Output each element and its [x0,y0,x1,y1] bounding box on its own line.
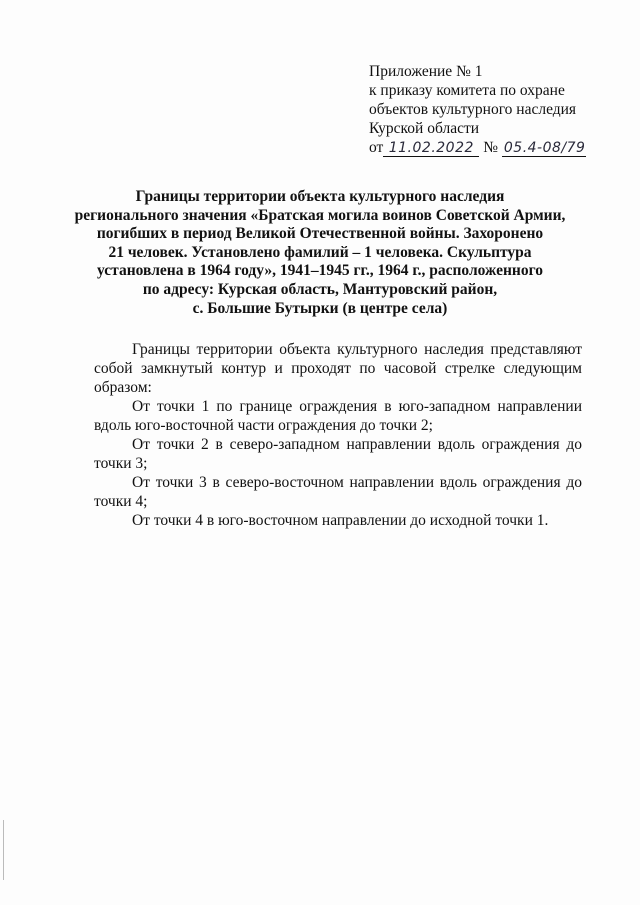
title-line: по адресу: Курская область, Мантуровский район, [142,280,498,298]
title-line: установлена в 1964 году», 1941–1945 гг., 1964 г., расположенного [97,262,543,280]
appendix-committee-line: объектов культурного наследия [369,101,577,118]
title-line: регионального значения «Братская могила воинов Советской Армии, [74,206,566,224]
document-body [94,340,582,530]
appendix-region-line: Курской области [369,120,480,137]
body-paragraph-point-3: От точки 3 в северо-восточном направлении вдоль ограждения до точки 4; [94,474,582,510]
scan-edge-mark [3,820,4,880]
from-label: от [369,139,384,156]
handwritten-date: 11.02.2022 [388,140,474,156]
title-line: с. Большие Бутырки (в центре села) [192,299,448,317]
body-paragraph-intro: Границы территории объекта культурного наследия представляют собой замкнутый контур и проходят по часовой стрелке следующим образом: [94,341,582,396]
appendix-date-number-line [369,138,619,157]
title-line: погибших в период Великой Отечественной войны. Захоронено [96,225,544,243]
handwritten-number-field [502,140,586,157]
handwritten-date-field [383,140,479,157]
handwritten-number: 05.4-08/79 [503,140,586,156]
document-title [60,188,580,318]
appendix-order-line: к приказу комитета по охране [369,82,565,99]
appendix-header [369,62,619,157]
number-label: № [483,139,498,156]
body-paragraph-point-4: От точки 4 в юго-восточном направлении до исходной точки 1. [132,512,549,529]
appendix-number: Приложение № 1 [369,63,483,80]
body-paragraph-point-2: От точки 2 в северо-западном направлении вдоль ограждения до точки 3; [94,436,582,472]
title-line: Границы территории объекта культурного наследия [135,188,505,205]
body-paragraph-point-1: От точки 1 по границе ограждения в юго-западном направлении вдоль юго-восточной части ограждения до точки 2; [94,398,582,434]
title-line: 21 человек. Установлено фамилий – 1 человека. Скульптура [108,243,532,261]
